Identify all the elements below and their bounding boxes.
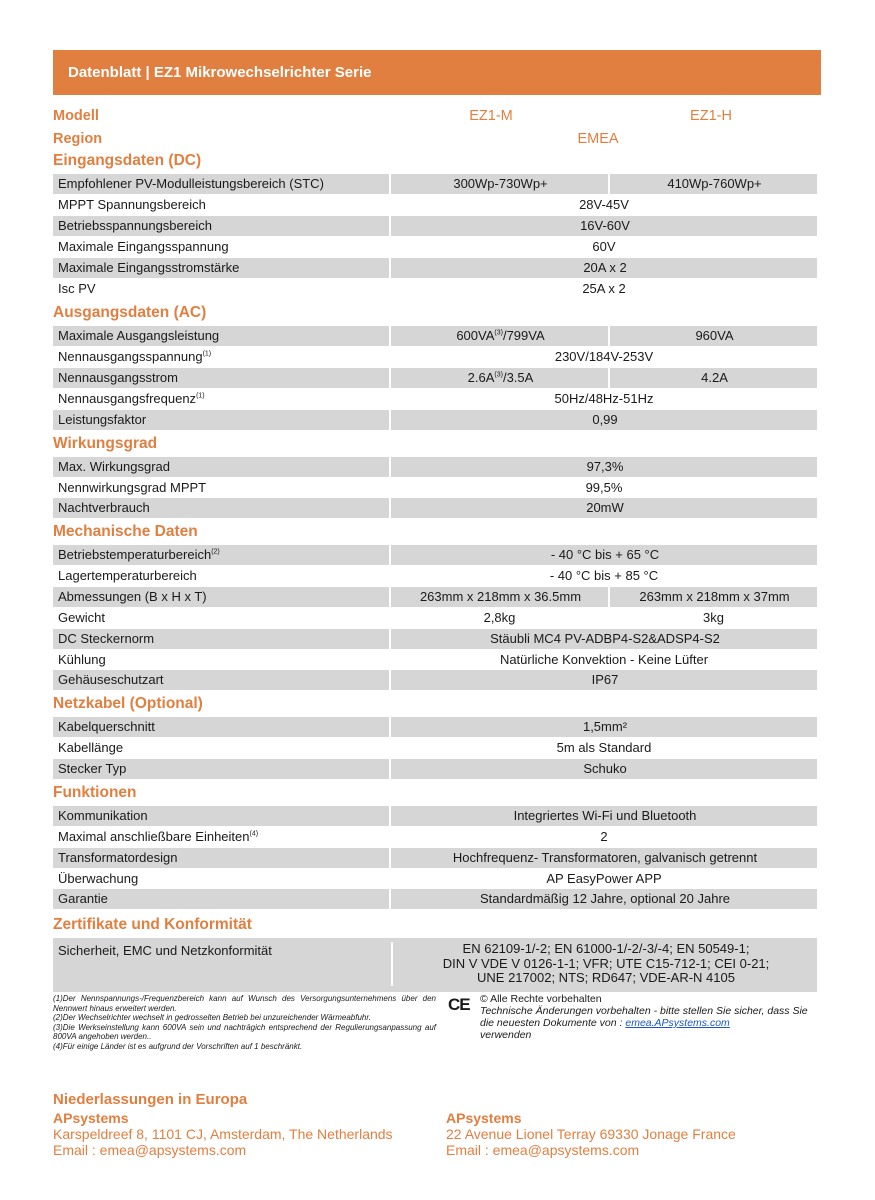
row-value: - 40 °C bis + 65 °C	[389, 545, 819, 565]
table-row	[53, 670, 817, 690]
row-label: Lagertemperaturbereich	[58, 568, 197, 583]
region-row	[53, 129, 821, 151]
rights-line: Technische Änderungen vorbehalten - bitte stellen Sie sicher, dass Sie	[480, 1005, 808, 1017]
website-link[interactable]: emea.APsystems.com	[625, 1017, 730, 1029]
footnote: (3)Die Werkseinstellung kann 600VA sein und nachträgich entsprechend der Regulierungsanpassung auf 800VA angehoben werden..	[53, 1022, 436, 1041]
value-ez1h: 4.2A	[608, 368, 819, 388]
table-row	[53, 587, 817, 607]
value-ez1m: 600VA$^{(3)}$/799VA	[389, 326, 610, 346]
row-label: Maximale Eingangsstromstärke	[58, 260, 240, 275]
office-email[interactable]: Email : emea@apsystems.com	[53, 1142, 247, 1158]
row-value: Natürliche Konvektion - Keine Lüfter	[499, 652, 709, 667]
table-row	[53, 608, 817, 628]
value-ez1h: 410Wp-760Wp+	[608, 174, 819, 194]
row-label: Betriebstemperaturbereich$^{(2)}$	[58, 547, 220, 562]
value-ez1h: 960VA	[608, 326, 819, 346]
value-ez1m: $2.6A^{(3)}/3.5A$	[389, 368, 610, 388]
table-row	[53, 368, 817, 388]
row-label: Nennausgangsstrom	[58, 370, 178, 385]
row-label: Empfohlener PV-Modulleistungsbereich (STC)	[58, 176, 324, 191]
value-ez1m: 263mm x 218mm x 36.5mm	[389, 587, 610, 607]
table-row	[53, 566, 817, 586]
section-cert-title: Zertifikate und Konformität	[53, 916, 252, 933]
row-label: DC Steckernorm	[58, 631, 155, 646]
table-row	[53, 848, 817, 868]
region-label: Region	[53, 131, 103, 147]
office-jonage	[446, 1110, 736, 1158]
row-label: Sicherheit, EMC und Netzkonformität	[58, 943, 272, 958]
table-row	[53, 237, 817, 257]
model-row	[53, 106, 821, 128]
row-value: 2	[600, 829, 608, 844]
office-name: APsystems	[53, 1110, 129, 1126]
row-value: 20A x 2	[389, 258, 819, 278]
row-label: Isc PV	[58, 281, 96, 296]
row-label: Kühlung	[58, 652, 106, 667]
footnote: (2)Der Wechselrichter wechselt in gedrosselten Betrieb bei unzureichender Wärmeabfuhr.	[53, 1013, 371, 1022]
table-row	[53, 650, 817, 670]
cert-line: UNE 217002; NTS; RD647; VDE-AR-N 4105	[477, 970, 735, 985]
table-row	[53, 738, 817, 758]
table-row	[53, 478, 817, 498]
value-ez1m: 2,8kg	[483, 610, 516, 625]
row-value: IP67	[389, 670, 819, 690]
row-label: Nennausgangsspannung$^{(1)}$	[58, 349, 212, 364]
value-ez1h: 3kg	[703, 610, 724, 625]
row-value: Schuko	[389, 759, 819, 779]
table-row	[53, 827, 817, 847]
row-label: Stecker Typ	[58, 761, 127, 776]
table-row	[53, 717, 817, 737]
table-row	[53, 410, 817, 430]
row-value: 97,3%	[389, 457, 819, 477]
row-label: Garantie	[58, 891, 108, 906]
rights-line: die neuesten Dokumente von : emea.APsystems.com	[480, 1017, 730, 1029]
office-address: 22 Avenue Lionel Terray 69330 Jonage France	[446, 1126, 736, 1142]
row-value: 60V	[592, 239, 616, 254]
table-row	[53, 389, 817, 409]
table-row	[53, 498, 817, 518]
model-ez1h: EZ1-H	[690, 108, 732, 124]
table-row	[53, 869, 817, 889]
row-label: Nennwirkungsgrad MPPT	[58, 480, 207, 495]
row-label: Maximale Ausgangsleistung	[58, 328, 220, 343]
value-ez1h: 263mm x 218mm x 37mm	[608, 587, 819, 607]
cert-line: DIN V VDE V 0126-1-1; VFR; UTE C15-712-1; CEI 0-21;	[442, 955, 770, 971]
row-value: 230V/184V-253V	[554, 349, 654, 364]
row-value: Stäubli MC4 PV-ADBP4-S2&ADSP4-S2	[389, 629, 819, 649]
ce-mark-icon: CE	[448, 995, 470, 1014]
rights-line: verwenden	[480, 1029, 532, 1041]
table-row	[53, 629, 817, 649]
model-ez1m: EZ1-M	[469, 108, 513, 124]
row-label: Kabellänge	[58, 740, 124, 755]
row-label: Überwachung	[58, 871, 139, 886]
row-value: - 40 °C bis + 85 °C	[549, 568, 659, 583]
row-value: 20mW	[389, 498, 819, 518]
row-value: Standardmäßig 12 Jahre, optional 20 Jahre	[389, 889, 819, 909]
row-label: Nennausgangsfrequenz$^{(1)}$	[58, 391, 205, 406]
row-value: 50Hz/48Hz-51Hz	[554, 391, 654, 406]
row-value: Hochfrequenz- Transformatoren, galvanisch getrennt	[389, 848, 819, 868]
row-value: Integriertes Wi-Fi und Bluetooth	[389, 806, 819, 826]
row-label: Max. Wirkungsgrad	[58, 459, 170, 474]
row-label: Nachtverbrauch	[58, 500, 150, 515]
row-value: 28V-45V	[579, 197, 629, 212]
datasheet-header	[53, 50, 821, 95]
row-value: 1,5mm²	[389, 717, 819, 737]
row-value: 0,99	[389, 410, 819, 430]
section-ac-title: Ausgangsdaten (AC)	[53, 304, 207, 321]
table-row	[53, 174, 817, 194]
rights-line: © Alle Rechte vorbehalten	[480, 993, 602, 1005]
table-row	[53, 347, 817, 367]
row-label: Maximal anschließbare Einheiten$^{(4)}$	[58, 829, 259, 844]
row-label: Leistungsfaktor	[58, 412, 147, 427]
model-label: Modell	[53, 108, 99, 124]
region-value: EMEA	[577, 131, 619, 147]
row-label: Kommunikation	[58, 808, 148, 823]
table-row	[53, 889, 817, 909]
row-value: 16V-60V	[389, 216, 819, 236]
cert-values	[391, 942, 819, 986]
table-row	[53, 258, 817, 278]
row-value: 25A x 2	[582, 281, 626, 296]
row-label: Maximale Eingangsspannung	[58, 239, 229, 254]
office-name: APsystems	[446, 1110, 522, 1126]
table-row	[53, 545, 817, 565]
cert-line: EN 62109-1/-2; EN 61000-1/-2/-3/-4; EN 50549-1;	[462, 941, 750, 956]
table-row	[53, 806, 817, 826]
section-cable-title: Netzkabel (Optional)	[53, 695, 203, 712]
rights-notice	[480, 993, 820, 1041]
datasheet-title: Datenblatt | EZ1 Mikrowechselrichter Serie	[68, 64, 372, 81]
row-label: Gehäuseschutzart	[58, 672, 164, 687]
office-address: Karspeldreef 8, 1101 CJ, Amsterdam, The Netherlands	[53, 1126, 393, 1142]
row-value: 99,5%	[585, 480, 623, 495]
row-value: 5m als Standard	[556, 740, 652, 755]
footnote: (4)Für einige Länder ist es aufgrund der Vorschriften auf 1 beschränkt.	[53, 1041, 303, 1051]
footnote: (1)Der Nennspannungs-/Frequenzbereich kann auf Wunsch des Versorgungsunternehmens über den Nennwert hinaus erweitert werden.	[53, 994, 436, 1013]
row-label: Gewicht	[58, 610, 105, 625]
row-value: AP EasyPower APP	[546, 871, 662, 886]
table-row	[53, 326, 817, 346]
row-label: Betriebsspannungsbereich	[58, 218, 212, 233]
row-label: Transformatordesign	[58, 850, 178, 865]
cert-row	[53, 938, 817, 992]
table-row	[53, 279, 817, 299]
row-label: MPPT Spannungsbereich	[58, 197, 206, 212]
section-dc-title: Eingangsdaten (DC)	[53, 152, 202, 169]
table-row	[53, 457, 817, 477]
offices-title: Niederlassungen in Europa	[53, 1091, 248, 1108]
section-functions-title: Funktionen	[53, 784, 137, 801]
table-row	[53, 195, 817, 215]
section-mechanical-title: Mechanische Daten	[53, 523, 198, 540]
section-efficiency-title: Wirkungsgrad	[53, 435, 158, 452]
office-amsterdam	[53, 1110, 393, 1158]
footnotes	[53, 994, 436, 1051]
table-row	[53, 216, 817, 236]
row-label: Kabelquerschnitt	[58, 719, 155, 734]
table-row	[53, 759, 817, 779]
office-email[interactable]: Email : emea@apsystems.com	[446, 1142, 640, 1158]
row-label: Abmessungen (B x H x T)	[58, 589, 207, 604]
value-ez1m: 300Wp-730Wp+	[389, 174, 610, 194]
